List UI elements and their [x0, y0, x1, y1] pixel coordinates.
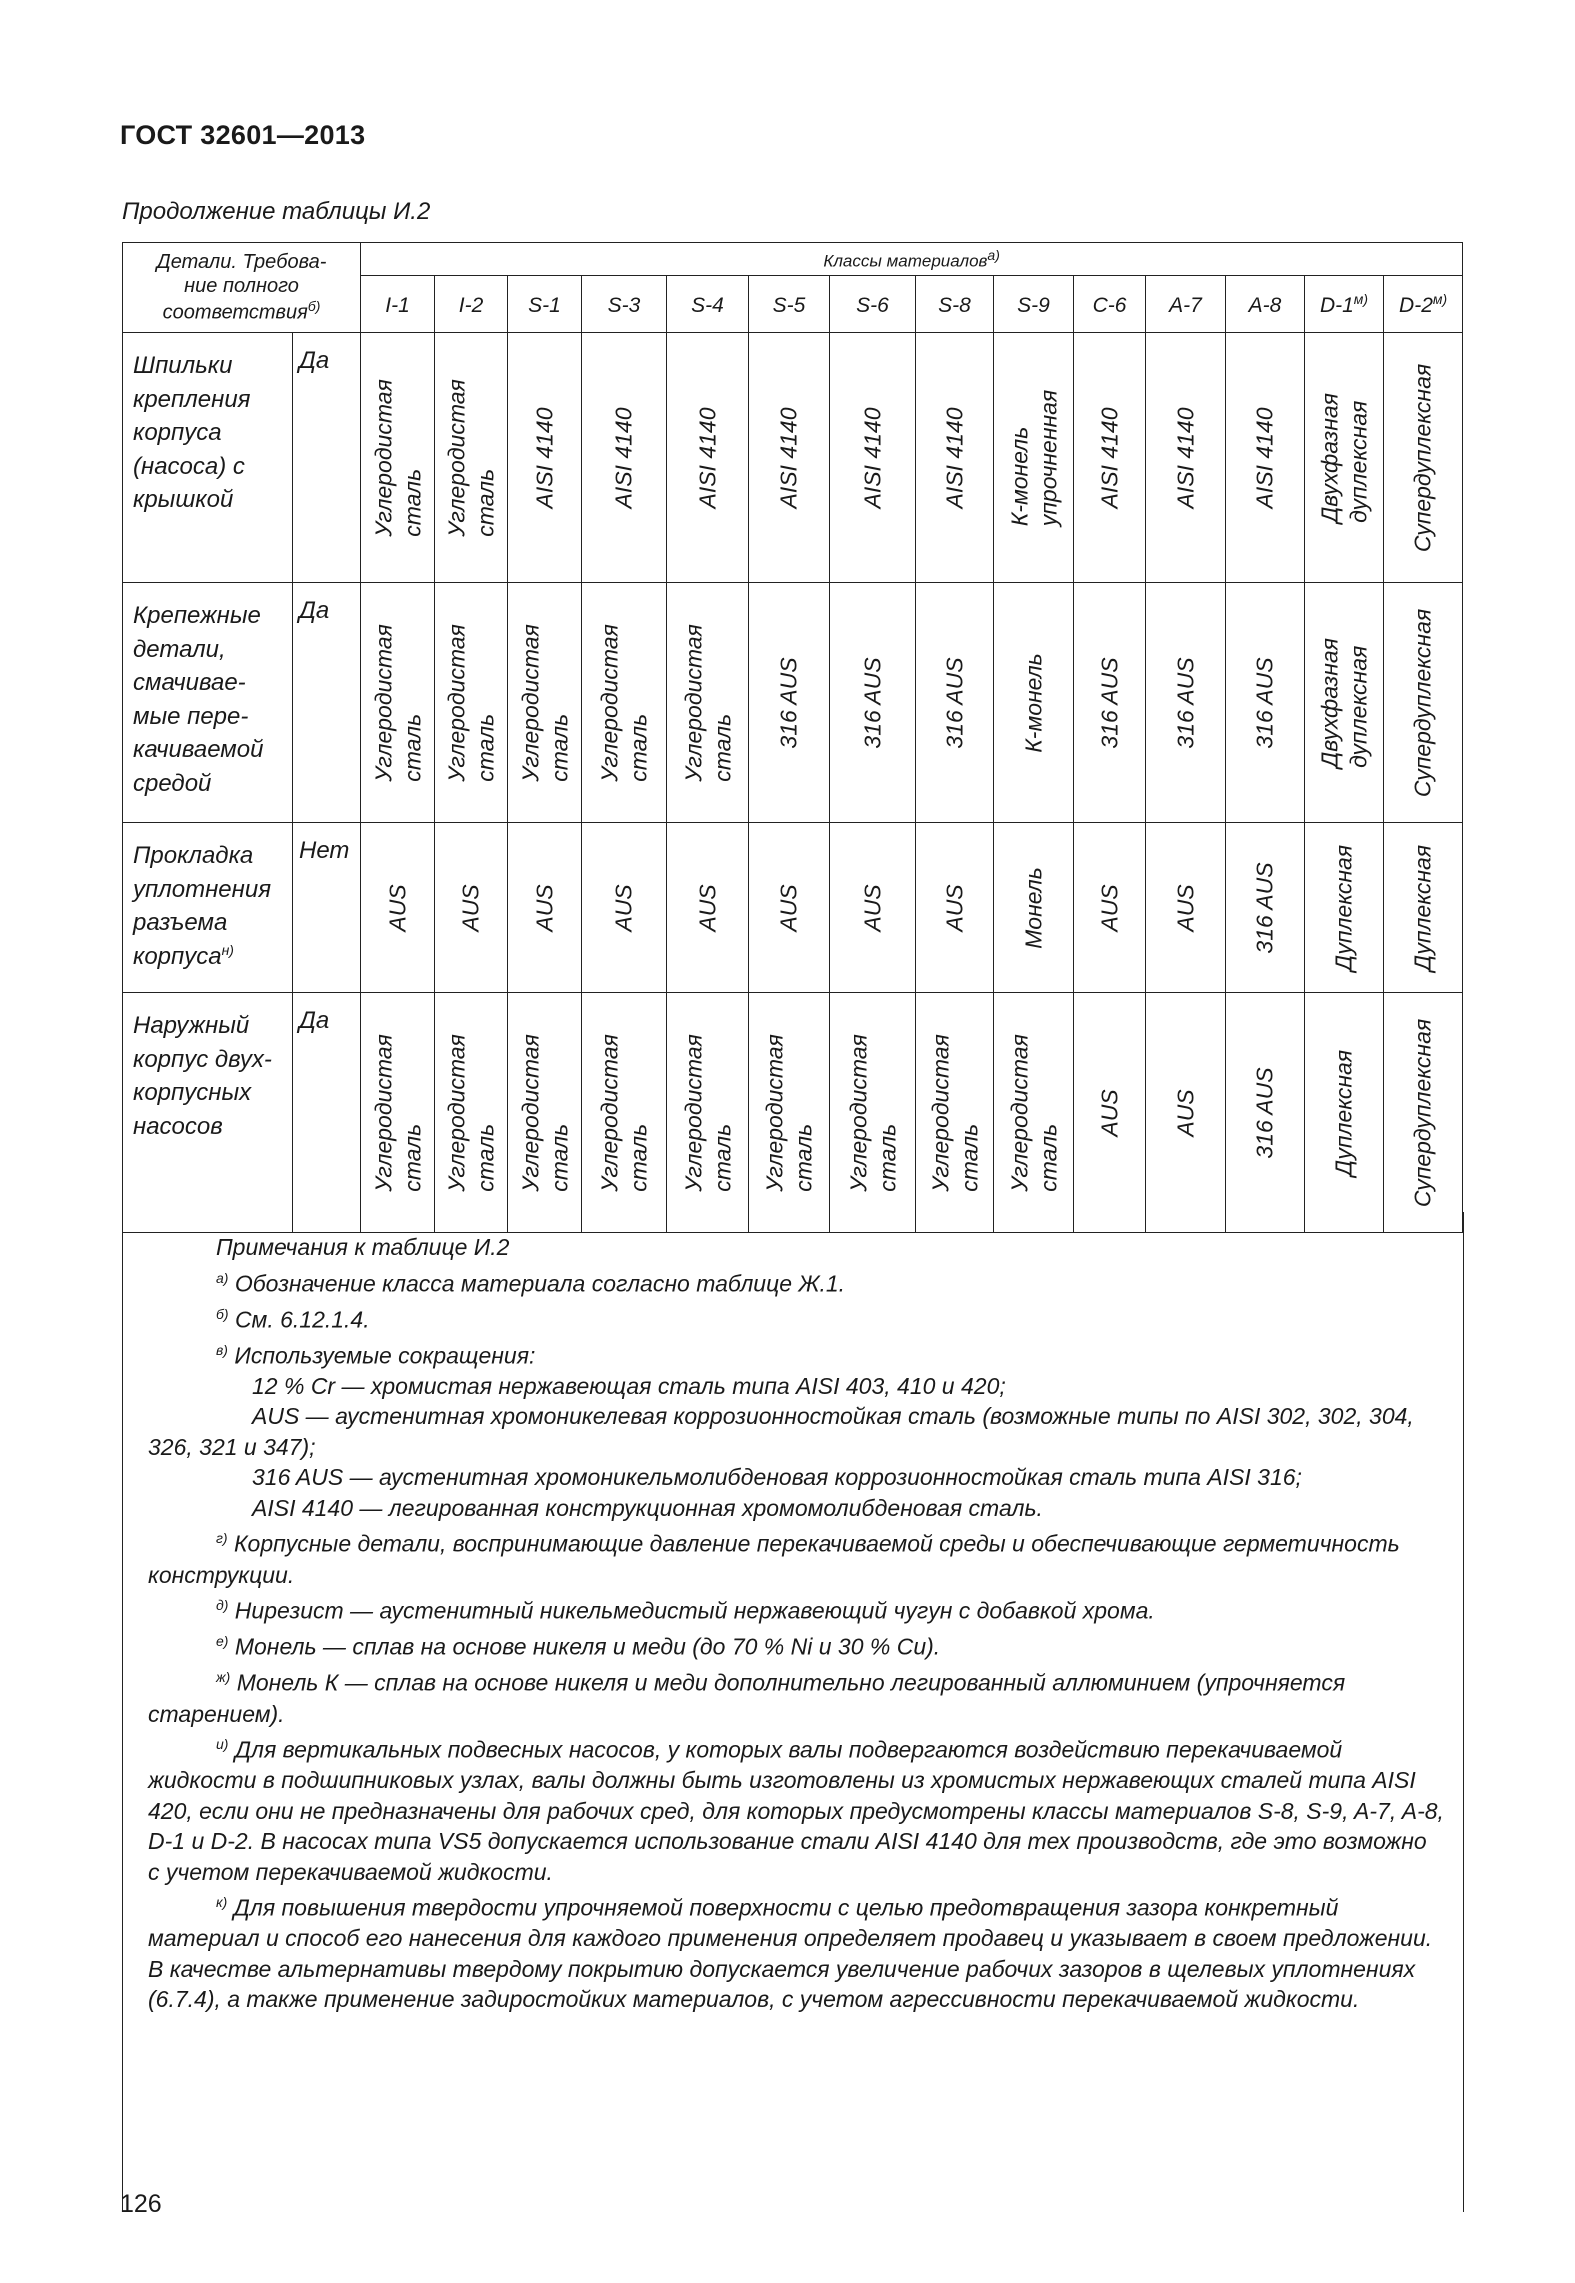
material-text: 316 AUS — [1251, 1066, 1278, 1159]
material-cell — [508, 333, 582, 583]
detail-header — [123, 243, 361, 333]
detail-header-text: Детали. Требова- ние полного соответствия — [156, 251, 327, 324]
row-requirement: Нет — [293, 823, 361, 993]
material-text: Двухфазная дуплексная — [1316, 637, 1372, 768]
material-text: Углеродистая сталь — [443, 378, 499, 537]
row-name-text: Наружный корпус двух- корпусных насосов — [133, 1012, 272, 1140]
note-mark: в) — [216, 1341, 228, 1358]
column-header — [1305, 276, 1384, 333]
note-text: Монель — сплав на основе никеля и меди (до 70 % Ni и 30 % Cu). — [234, 1633, 941, 1660]
note-text: Для вертикальных подвесных насосов, у которых валы подвергаются воздействию перекачиваемой жидкости в подшипниковых узлах, валы должны быть изготовлены из хромистых нержавеющих сталей типа AISI 420, если они не предназначены для рабочих сред, для которых предусмотрены классы материалов S-8, S-9, A-7, A-8, D-1 и D-2. В насосах типа VS5 допускается использование стали AISI 4140 для тех производств, где это возможно с учетом перекачиваемой жидкости. — [148, 1736, 1444, 1885]
material-text: Углеродистая сталь — [679, 1033, 735, 1192]
row-name-sup: н) — [221, 941, 234, 958]
column-header — [1074, 276, 1146, 333]
material-text: Углеродистая сталь — [926, 1033, 982, 1192]
material-text: AISI 4140 — [941, 406, 968, 509]
material-cell — [916, 333, 994, 583]
note-mark: е) — [216, 1633, 229, 1650]
material-cell — [830, 333, 916, 583]
material-text: AUS — [457, 883, 484, 932]
material-cell — [1305, 823, 1384, 993]
material-cell — [1146, 333, 1226, 583]
note-text: Монель К — сплав на основе никеля и меди дополнительно легированный аллюминием (упрочняется старением). — [148, 1670, 1346, 1727]
row-name — [123, 993, 293, 1233]
column-header — [582, 276, 667, 333]
material-text: 316 AUS — [1251, 861, 1278, 954]
material-cell — [830, 993, 916, 1233]
material-cell — [994, 333, 1074, 583]
note-item — [148, 1626, 1444, 1662]
row-name — [123, 333, 293, 583]
material-cell — [435, 583, 508, 823]
material-cell — [361, 333, 435, 583]
material-cell — [916, 583, 994, 823]
column-header — [916, 276, 994, 333]
row-name — [123, 823, 293, 993]
note-item — [148, 1662, 1444, 1729]
materials-table — [122, 242, 1463, 1233]
material-text: AUS — [694, 883, 721, 932]
row-name-text: Шпильки крепления корпуса (насоса) с крышкой — [133, 352, 251, 514]
material-cell — [1384, 993, 1463, 1233]
material-cell — [1074, 333, 1146, 583]
column-header — [1226, 276, 1305, 333]
column-header — [667, 276, 749, 333]
column-sup: м) — [1353, 290, 1369, 307]
column-label: S-4 — [691, 293, 724, 317]
note-item — [148, 1299, 1444, 1335]
material-cell — [361, 823, 435, 993]
material-text: Углеродистая сталь — [369, 1033, 425, 1192]
material-cell — [830, 583, 916, 823]
column-label: S-8 — [938, 293, 971, 317]
column-label: S-3 — [607, 293, 641, 317]
material-cell — [1146, 823, 1226, 993]
abbreviation-item: AUS — аустенитная хромоникелевая коррозионностойкая сталь (возможные типы по AISI 302, 302, 304, 326, 321 и 347); — [148, 1403, 1414, 1460]
material-cell — [1226, 993, 1305, 1233]
material-text: Углеродистая сталь — [369, 623, 425, 782]
column-header — [1146, 276, 1226, 333]
material-cell — [994, 823, 1074, 993]
column-label: C-6 — [1092, 293, 1127, 317]
row-name — [123, 583, 293, 823]
material-text: Супердуплексная — [1409, 1018, 1436, 1207]
note-item — [148, 1887, 1444, 2015]
column-sup: м) — [1432, 290, 1448, 307]
material-text: Углеродистая сталь — [443, 623, 499, 782]
column-label: S-5 — [772, 293, 806, 317]
note-text: Обозначение класса материала согласно таблице Ж.1. — [234, 1270, 846, 1297]
material-cell — [916, 993, 994, 1233]
material-text: AUS — [531, 883, 558, 932]
table-row — [123, 583, 1463, 823]
row-requirement: Да — [293, 333, 361, 583]
material-cell — [1226, 333, 1305, 583]
material-cell — [1305, 333, 1384, 583]
material-cell — [1305, 993, 1384, 1233]
material-cell — [994, 993, 1074, 1233]
column-label: A-7 — [1169, 293, 1202, 317]
classes-header-text: Классы материалов — [823, 251, 988, 271]
material-text: AUS — [1096, 1088, 1123, 1137]
material-text: AISI 4140 — [610, 406, 637, 509]
notes — [148, 1232, 1444, 2015]
column-label: D-1 — [1319, 293, 1354, 317]
table-row — [123, 823, 1463, 993]
material-text: AUS — [775, 883, 802, 932]
material-cell — [435, 823, 508, 993]
note-text: См. 6.12.1.4. — [234, 1306, 370, 1333]
material-text: Углеродистая сталь — [516, 623, 572, 782]
row-requirement: Да — [293, 583, 361, 823]
note-text: Корпусные детали, воспринимающие давление перекачиваемой среды и обеспечивающие герметичность конструкции. — [148, 1531, 1400, 1588]
material-text: Углеродистая сталь — [443, 1033, 499, 1192]
material-cell — [582, 333, 667, 583]
material-text: Супердуплексная — [1409, 608, 1436, 797]
table-caption: Продолжение таблицы И.2 — [122, 198, 431, 225]
material-text: AISI 4140 — [775, 406, 802, 509]
note-item — [148, 1729, 1444, 1887]
material-cell — [667, 993, 749, 1233]
material-cell — [435, 993, 508, 1233]
material-text: 316 AUS — [859, 656, 886, 749]
note-mark: и) — [216, 1736, 229, 1753]
column-header — [749, 276, 830, 333]
column-label: D-2 — [1399, 293, 1433, 317]
material-cell — [916, 823, 994, 993]
material-cell — [582, 583, 667, 823]
material-cell — [667, 583, 749, 823]
column-label: I-1 — [385, 293, 410, 317]
note-mark: д) — [216, 1597, 229, 1614]
material-text: Углеродистая сталь — [761, 1033, 817, 1192]
material-cell — [582, 993, 667, 1233]
column-label: S-6 — [856, 293, 889, 317]
material-text: AISI 4140 — [1172, 406, 1199, 509]
note-text: Для повышения твердости упрочняемой поверхности с целью предотвращения зазора конкретный материал и способ его нанесения для каждого применения определяет продавец и указывает в своем предложении. В качестве альтернативы твердому покрытию допускается увеличение рабочих зазоров в щелевых уплотнениях (6.7.4), а также применение задиростойких материалов, с учетом агрессивности перекачиваемой жидкости. — [148, 1894, 1433, 2013]
classes-header — [361, 243, 1463, 276]
header-row — [123, 243, 1463, 276]
material-text: Супердуплексная — [1409, 363, 1436, 552]
note-item — [148, 1263, 1444, 1299]
material-text: Углеродистая сталь — [844, 1033, 900, 1192]
material-text: AUS — [610, 883, 637, 932]
material-text: Дуплексная — [1409, 844, 1436, 971]
material-text: 316 AUS — [941, 656, 968, 749]
material-text: К-монель упрочненная — [1005, 389, 1061, 526]
note-item — [148, 1590, 1444, 1626]
material-text: AISI 4140 — [1251, 406, 1278, 509]
detail-header-sup: б) — [307, 298, 321, 315]
material-text: AUS — [384, 883, 411, 932]
row-name-text: Крепежные детали, смачивае- мые пере- качиваемой средой — [133, 602, 264, 797]
material-text: AISI 4140 — [694, 406, 721, 509]
material-text: AUS — [1172, 883, 1199, 932]
material-cell — [1146, 993, 1226, 1233]
classes-header-sup: а) — [987, 246, 1000, 263]
material-cell — [1074, 823, 1146, 993]
material-text: Углеродистая сталь — [596, 623, 652, 782]
doc-title: ГОСТ 32601—2013 — [120, 120, 366, 150]
material-cell — [830, 823, 916, 993]
material-text: Углеродистая сталь — [369, 378, 425, 537]
material-text: Углеродистая сталь — [516, 1033, 572, 1192]
material-text: Дуплексная — [1330, 844, 1357, 971]
material-cell — [1226, 823, 1305, 993]
material-text: AISI 4140 — [859, 406, 886, 509]
column-header — [508, 276, 582, 333]
abbreviation-item: 12 % Cr — хромистая нержавеющая сталь типа AISI 403, 410 и 420; — [252, 1372, 1006, 1399]
note-mark: к) — [216, 1894, 228, 1911]
material-text: AUS — [941, 883, 968, 932]
material-text: Двухфазная дуплексная — [1316, 392, 1372, 523]
material-cell — [1305, 583, 1384, 823]
material-cell — [1384, 823, 1463, 993]
note-mark: а) — [216, 1269, 229, 1286]
material-cell — [435, 333, 508, 583]
material-text: Дуплексная — [1330, 1049, 1357, 1176]
material-cell — [749, 583, 830, 823]
material-text: Углеродистая сталь — [596, 1033, 652, 1192]
row-requirement: Да — [293, 993, 361, 1233]
material-cell — [1384, 333, 1463, 583]
column-header — [830, 276, 916, 333]
page-number: 126 — [120, 2190, 162, 2218]
material-text: Монель — [1020, 866, 1047, 949]
material-cell — [749, 333, 830, 583]
material-cell — [508, 583, 582, 823]
material-text: К-монель — [1020, 652, 1047, 753]
abbreviation-item: AISI 4140 — легированная конструкционная хромомолибденовая сталь. — [252, 1494, 1043, 1521]
material-cell — [994, 583, 1074, 823]
material-cell — [749, 823, 830, 993]
note-mark: г) — [216, 1530, 228, 1547]
note-text: Используемые сокращения: — [234, 1342, 536, 1369]
material-text: 316 AUS — [1172, 656, 1199, 749]
material-text: AUS — [1172, 1088, 1199, 1137]
material-text: 316 AUS — [1096, 656, 1123, 749]
table-row — [123, 333, 1463, 583]
material-cell — [361, 583, 435, 823]
material-text: 316 AUS — [1251, 656, 1278, 749]
table-row — [123, 993, 1463, 1233]
material-text: 316 AUS — [775, 656, 802, 749]
material-text: Углеродистая сталь — [679, 623, 735, 782]
material-cell — [361, 993, 435, 1233]
notes-title: Примечания к таблице И.2 — [216, 1234, 510, 1260]
material-cell — [582, 823, 667, 993]
note-item — [148, 1523, 1444, 1590]
material-cell — [1146, 583, 1226, 823]
row-name-text: Прокладка уплотнения разъема корпуса — [133, 842, 272, 970]
material-cell — [749, 993, 830, 1233]
note-mark: б) — [216, 1305, 229, 1322]
material-text: Углеродистая сталь — [1005, 1033, 1061, 1192]
column-label: A-8 — [1248, 293, 1282, 317]
material-cell — [1384, 583, 1463, 823]
abbreviation-item: 316 AUS — аустенитная хромоникельмолибденовая коррозионностойкая сталь типа AISI 316; — [252, 1464, 1302, 1491]
column-header — [994, 276, 1074, 333]
column-header — [361, 276, 435, 333]
column-header — [435, 276, 508, 333]
material-text: AUS — [1096, 883, 1123, 932]
material-cell — [508, 823, 582, 993]
column-label: S-9 — [1017, 293, 1050, 317]
column-label: I-2 — [458, 293, 484, 317]
material-text: AISI 4140 — [1096, 406, 1123, 509]
material-cell — [667, 823, 749, 993]
material-cell — [1074, 993, 1146, 1233]
column-header — [1384, 276, 1463, 333]
column-label: S-1 — [528, 293, 561, 317]
material-cell — [1226, 583, 1305, 823]
note-mark: ж) — [216, 1669, 231, 1686]
note-text: Нирезист — аустенитный никельмедистый нержавеющий чугун с добавкой хрома. — [234, 1597, 1155, 1624]
material-text: AUS — [859, 883, 886, 932]
note-item — [148, 1335, 1444, 1371]
material-cell — [508, 993, 582, 1233]
material-text: AISI 4140 — [531, 406, 558, 509]
material-cell — [667, 333, 749, 583]
material-cell — [1074, 583, 1146, 823]
